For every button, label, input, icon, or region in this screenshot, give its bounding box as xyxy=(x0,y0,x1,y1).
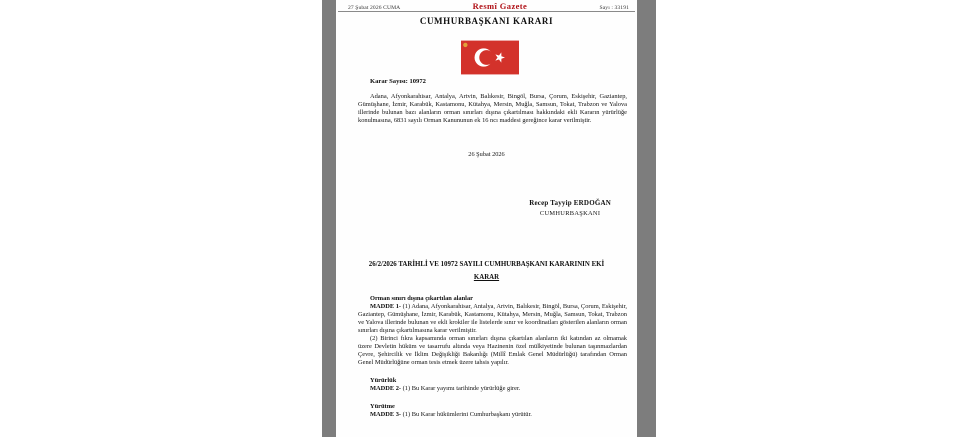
decision-number: Karar Sayısı: 10972 xyxy=(370,78,426,85)
header-divider xyxy=(338,11,635,12)
annex-madde1-paragraph1 xyxy=(358,303,627,335)
decision-date: 26 Şubat 2026 xyxy=(468,151,505,158)
decision-body-paragraph: Adana, Afyonkarahisar, Antalya, Artvin, Balıkesir, Bingöl, Bursa, Çorum, Eskişehir, Gaziantep, Gümüşhane, İzmir, Karabük, Kastamonu, Kütahya, Mersin, Muğla, Samsun, Tokat, Trabzon ve Yalova illerinde bulunan bazı alanların orman sınırları dışına çıkartılması hakkındaki ekli Kararın yürürlüğe konulmasına, 6831 sayılı Orman Kanununun ek 16 ncı maddesi gereğince karar verilmiştir. xyxy=(358,93,627,124)
madde2-label: MADDE 2- xyxy=(370,385,402,392)
document-type-title: CUMHURBAŞKANI KARARI xyxy=(419,16,554,26)
turkish-flag-icon xyxy=(461,40,519,75)
annex-heading-line2: KARAR xyxy=(473,274,500,281)
signature-title: CUMHURBAŞKANI xyxy=(539,210,601,217)
page-right-edge xyxy=(637,0,656,437)
annex-madde1-paragraph2: (2) Birinci fıkra kapsamında orman sınırları dışına çıkartılan alanların iki katından az olmamak üzere Devletin hüküm ve tasarrufu altında veya Hazinenin özel mülkiyetinde bulunan taşınmazlardan Çevre, Şehircilik ve İklim Değişikliği Bakanlığı (Millî Emlak Genel Müdürlüğü) tarafından Orman Genel Müdürlüğüne orman tesis etmek üzere tahsis yapılır. xyxy=(358,335,627,366)
signature-name: Recep Tayyip ERDOĞAN xyxy=(529,199,611,207)
page-left-edge xyxy=(322,0,336,437)
annex-madde3-paragraph xyxy=(358,411,627,419)
signature-block xyxy=(529,199,611,217)
gazette-issue-number: Sayı : 33191 xyxy=(599,5,629,11)
madde2-text: (1) Bu Karar yayımı tarihinde yürürlüğe girer. xyxy=(401,385,521,392)
annex-yurutme-title: Yürütme xyxy=(370,403,395,410)
gazette-date: 27 Şubat 2026 CUMA xyxy=(348,5,401,11)
gazette-masthead: Resmî Gazete xyxy=(472,1,528,11)
annex-section1-title: Orman sınırı dışına çıkartılan alanlar xyxy=(370,295,473,302)
gazette-header xyxy=(348,1,629,11)
annex-yururluk-title: Yürürlük xyxy=(370,377,397,384)
madde3-text: (1) Bu Karar hükümlerini Cumhurbaşkanı yürütür. xyxy=(401,411,532,418)
madde1-label: MADDE 1- xyxy=(370,303,402,310)
gazette-page xyxy=(336,0,637,437)
madde3-label: MADDE 3- xyxy=(370,411,402,418)
madde1-text: (1) Adana, Afyonkarahisar, Antalya, Artvin, Balıkesir, Bingöl, Bursa, Çorum, Eskişehir, Gaziantep, Gümüşhane, İzmir, Karabük, Kastamonu, Kütahya, Mersin, Muğla, Samsun, Tokat, Trabzon ve Yalova illerinde bulunan ve ekli krokiler ile listelerde sınır ve koordinatları gösterilen alanların orman sınırları dışına çıkartılmasına karar verilmiştir. xyxy=(358,303,628,334)
annex-body xyxy=(358,295,627,419)
annex-madde2-paragraph xyxy=(358,385,627,393)
annex-heading-line1: 26/2/2026 TARİHLİ VE 10972 SAYILI CUMHURBAŞKANI KARARININ EKİ xyxy=(368,261,605,268)
